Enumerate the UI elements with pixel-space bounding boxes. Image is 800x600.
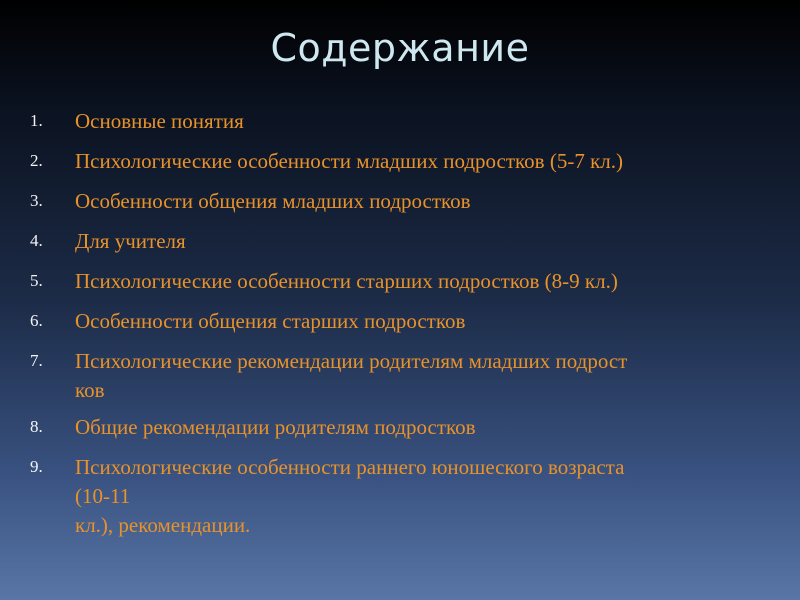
item-number: 9. [30,457,43,476]
item-number: 6. [30,311,43,330]
item-text [75,453,785,540]
item-text-line: Общие рекомендации родителям подростков [75,415,476,439]
item-number: 7. [30,351,43,370]
item-number: 1. [30,111,43,130]
item-text-line: (10-11 [75,484,131,508]
item-text-line: Психологические особенности младших подростков (5-7 кл.) [75,149,624,173]
item-text-line: Особенности общения младших подростков [75,189,471,213]
item-text-line: кл.), рекомендации. [75,513,251,537]
item-text-line: Для учителя [75,229,186,253]
item-number: 5. [30,271,43,290]
item-number: 2. [30,151,43,170]
item-text [75,267,785,296]
item-text-line: Основные понятия [75,109,244,133]
item-text [75,413,785,442]
slide-title: Содержание [270,26,530,70]
item-number: 3. [30,191,43,210]
item-text-line: Психологические особенности старших подростков (8-9 кл.) [75,269,618,293]
item-text-line: Особенности общения старших подростков [75,309,466,333]
item-text [75,347,785,405]
item-number: 4. [30,231,43,250]
item-text [75,147,785,176]
item-text-line: Психологические рекомендации родителям младших подрост [75,349,628,373]
item-text-line: ков [75,378,105,402]
item-text [75,227,785,256]
item-number: 8. [30,417,43,436]
item-text [75,187,785,216]
item-text [75,307,785,336]
item-text [75,107,785,136]
item-text-line: Психологические особенности раннего юношеского возраста [75,455,625,479]
